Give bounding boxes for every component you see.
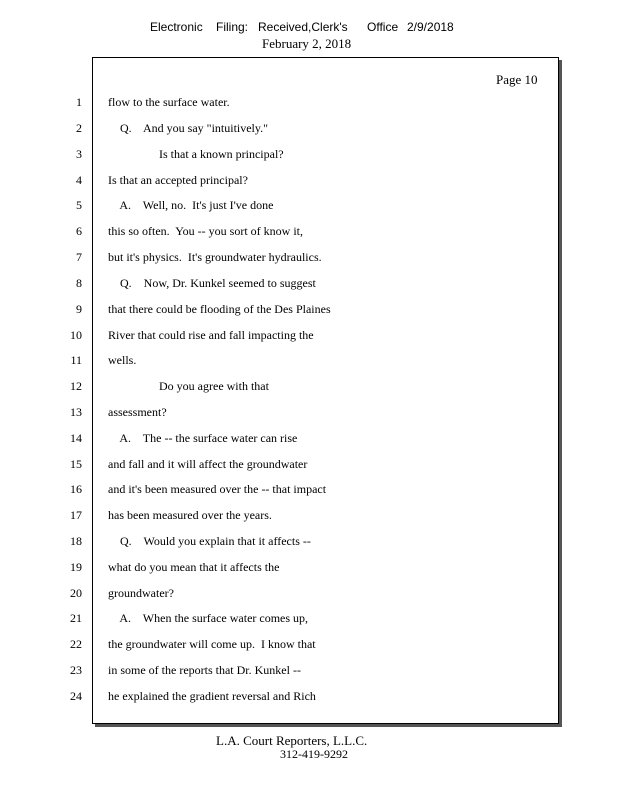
line-number: 21	[70, 611, 82, 625]
line-text: he explained the gradient reversal and Rich	[108, 689, 316, 703]
stamp-filing: Filing:	[216, 20, 249, 34]
line-text: Is that a known principal?	[108, 147, 284, 161]
transcript-date: February 2, 2018	[262, 36, 352, 51]
line-text: A. Well, no. It's just I've done	[108, 198, 274, 212]
page-number: Page 10	[496, 72, 538, 87]
line-number: 23	[70, 663, 82, 677]
line-number: 10	[70, 328, 82, 342]
line-number: 7	[76, 250, 82, 264]
line-number: 15	[70, 457, 82, 471]
line-text: A. The -- the surface water can rise	[108, 431, 298, 445]
line-text: Is that an accepted principal?	[108, 173, 248, 187]
line-text: but it's physics. It's groundwater hydraulics.	[108, 250, 322, 264]
line-number: 16	[70, 482, 82, 496]
line-number: 3	[76, 147, 82, 161]
reporter-company: L.A. Court Reporters, L.L.C.	[216, 733, 368, 748]
line-number: 14	[70, 431, 82, 445]
line-text: A. When the surface water comes up,	[108, 611, 309, 625]
line-text: flow to the surface water.	[108, 95, 230, 109]
line-number: 6	[76, 224, 82, 238]
line-number: 2	[76, 121, 82, 135]
line-text: Q. Would you explain that it affects --	[108, 534, 311, 548]
line-number: 22	[70, 637, 82, 651]
line-number: 20	[70, 586, 82, 600]
line-number: 4	[76, 173, 82, 187]
line-number: 8	[76, 276, 82, 290]
line-text: assessment?	[108, 405, 167, 419]
line-text: this so often. You -- you sort of know it,	[108, 224, 304, 238]
line-text: Q. And you say "intuitively."	[108, 121, 269, 135]
line-number: 1	[76, 95, 82, 109]
line-text: Q. Now, Dr. Kunkel seemed to suggest	[108, 276, 316, 290]
line-text: that there could be flooding of the Des Plaines	[108, 302, 331, 316]
line-number: 12	[70, 379, 82, 393]
stamp-received: Received,Clerk's	[258, 20, 348, 34]
stamp-electronic: Electronic	[150, 20, 203, 34]
reporter-phone: 312-419-9292	[280, 747, 348, 761]
line-number: 19	[70, 560, 82, 574]
line-text: and it's been measured over the -- that impact	[108, 482, 327, 496]
line-number: 17	[70, 508, 82, 522]
line-text: the groundwater will come up. I know that	[108, 637, 316, 651]
line-text: and fall and it will affect the groundwater	[108, 457, 308, 471]
line-number: 11	[70, 353, 82, 367]
line-number: 24	[70, 689, 82, 703]
stamp-office: Office	[367, 20, 399, 34]
line-number: 5	[76, 198, 82, 212]
line-text: has been measured over the years.	[108, 508, 272, 522]
line-number: 13	[70, 405, 82, 419]
line-text: wells.	[108, 353, 137, 367]
line-text: groundwater?	[108, 586, 174, 600]
stamp-date: 2/9/2018	[407, 20, 454, 34]
line-text: what do you mean that it affects the	[108, 560, 280, 574]
line-text: Do you agree with that	[108, 379, 269, 393]
line-number: 18	[70, 534, 82, 548]
line-text: in some of the reports that Dr. Kunkel --	[108, 663, 301, 677]
line-number: 9	[76, 302, 82, 316]
line-text: River that could rise and fall impacting the	[108, 328, 314, 342]
